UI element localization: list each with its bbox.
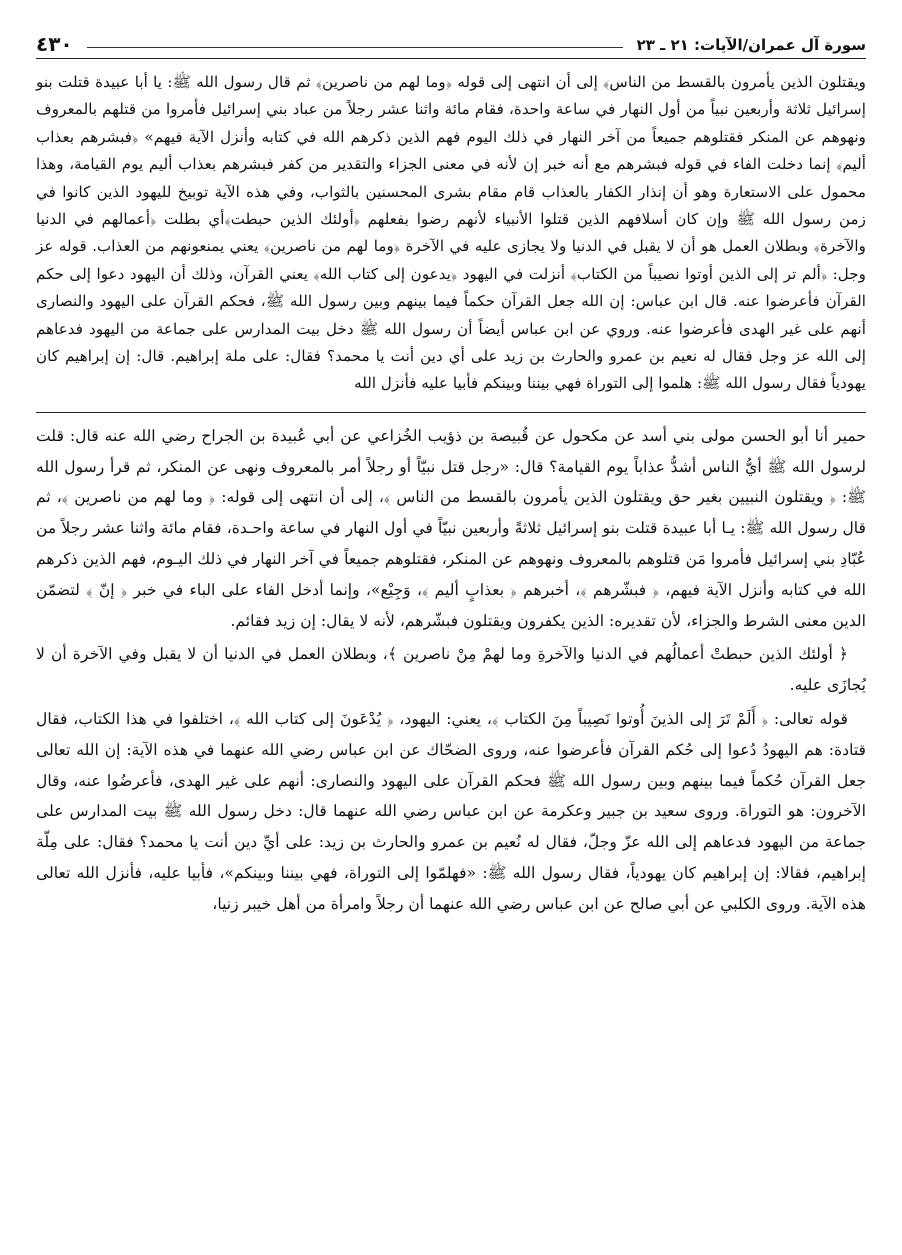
book-page	[36, 26, 866, 920]
commentary-block	[36, 421, 866, 920]
commentary-paragraph-3: قوله تعالى: ﴿ أَلَمْ تَرَ إلى الذينَ أُوتوا نَصِيباً مِنَ الكتاب ﴾، يعني: اليهود، ﴿ يُدْعَونَ إلى كتاب الله ﴾، اختلفوا في هذا الكتاب، فقال قتادة: هم اليهودُ دُعوا إلى حُكم القرآن فأعرضوا عنه، وروى الضحّاك عن ابن عباس رضي الله عنهما في هذه الآية: إن الله تعالى جعل القرآن حُكماً فيما بينهم وبين رسول الله ﷺ فحكم القرآن على اليهود والنصارى: أنهم على غير الهدى، فأعرضُوا عنه، وقال الآخرون: هو التوراة. وروى سعيد بن جبير وعكرمة عن ابن عباس رضي الله عنهما قال: دخل رسول الله ﷺ بيت المدارس على جماعة من اليهود فدعاهم إلى الله عزّ وجلّ، فقال له نُعيم بن عمرو والحارث بن زيد: على أيِّ دين أنت يا محمد؟ فقال: على مِلّة إبراهيم، فقالا: إن إبراهيم كان يهودياً، فقال رسول الله ﷺ: «فهلمّوا إلى التوراة، فهي بيننا وبينكم»، فأبيا عليه، فأنزل الله تعالى هذه الآية. وروى الكلبي عن أبي صالح عن ابن عباس رضي الله عنهما أن رجلاً وامرأة من أهل خيبر زنيا،	[36, 710, 867, 913]
section-divider	[36, 412, 866, 413]
header-rule	[87, 47, 623, 48]
page-header	[36, 26, 866, 59]
commentary-paragraph-2: ﴿ أولئك الذين حبطتْ أعمالُهم في الدنيا والآخرةِ وما لهمْ مِنْ ناصرين ﴾، وبطلان العمل في الدنيا أن لا يقبل وفي الآخرة أن لا يُجازَى عليه.	[36, 645, 866, 695]
main-text-block	[36, 69, 866, 398]
page-number: ٤٣٠	[36, 32, 73, 56]
commentary-paragraph-1: حمير أنا أبو الحسن مولى بني أسد عن مكحول عن قُبيصة بن ذؤيب الخُزاعي عن أبي عُبيدة بن الجراح رضي الله عنه قال: قلت لرسول الله ﷺ أيُّ الناس أشدُّ عذاباً يوم القيامة؟ قال: «رجل قتل نبيّاً أو رجلاً أمر بالمعروف ونهى عن المنكر، ثم قرأ رسول الله ﷺ: ﴿ ويقتلون النبيين بغير حق ويقتلون الذين يأمرون بالقسط من الناس ﴾، إلى أن انتهى إلى قوله: ﴿ وما لهم من ناصرين ﴾، ثم قال رسول الله ﷺ: يـا أبا عبيدة قتلت بنو إسرائيل ثلاثةً وأربعين نبيّاً في أول النهار في ساعة واحـدة، فقام مائة واثنا عشر رجلاً من عُبّادِ بني إسرائيل فأمروا مَن قتلوهم بالمعروف ونهوهم عن المنكر، فقتلوهم جميعاً في آخر النهار في ذلك اليـوم، فهم الذين ذكرهم الله في كتابه وأنزل الآية فيهم، ﴿ فبشّرهم ﴾، أخبرهم ﴿ بعذابٍ أليم ﴾، وَجِيْع»، وإنما أدخل الفاء على الباء في خبر ﴿ إنّ ﴾ لتضمّن الدين معنى الشرط والجزاء، لأن تقديره: الذين يكفرون ويقتلون فبشّرهم، لأنه لا يقال: إن زيد فقائم.	[36, 426, 866, 630]
main-text-paragraph: ويقتلون الذين يأمرون بالقسط من الناس﴾ إلى أن انتهى إلى قوله ﴿وما لهم من ناصرين﴾ ثم قال رسول الله ﷺ: يا أبا عبيدة قتلت بنو إسرائيل ثلاثة وأربعين نبياً من أول النهار في ساعة واحدة، فقام مائة واثنا عشر رجلاً من عباد بني إسرائيل فأمروا من قتلهم بالمعروف ونهوهم عن المنكر فقتلوهم جميعاً من آخر النهار في ذلك اليوم فهم الذين ذكرهم الله في كتابه وأنزل الآية فيهم» ﴿فبشرهم بعذاب أليم﴾ إنما دخلت الفاء في قوله فبشرهم مع أنه خبر إن لأنه في معنى الجزاء والتقدير من كفر فبشرهم بعذاب أليم يوم القيامة، وهذا محمول على الاستعارة وهو أن إنذار الكفار بالعذاب قام مقام بشرى المحسنين بالثواب، وفي هذه الآية توبيخ لليهود الذين كانوا في زمن رسول الله ﷺ وإن كان أسلافهم الذين قتلوا الأنبياء لأنهم رضوا بفعلهم ﴿أولئك الذين حبطت﴾أي بطلت ﴿أعمالهم في الدنيا والآخرة﴾ وبطلان العمل هو أن لا يقبل في الدنيا ولا يجازى عليه في الآخرة ﴿وما لهم من ناصرين﴾ يعني يمنعونهم من العذاب. قوله عز وجل: ﴿ألم تر إلى الذين أوتوا نصيباً من الكتاب﴾ أنزلت في اليهود ﴿يدعون إلى كتاب الله﴾ يعني القرآن، وذلك أن اليهود دعوا إلى حكم القرآن فأعرضوا عنه. قال ابن عباس: إن الله جعل القرآن حكماً فيما بينهم وبين رسول الله ﷺ، فحكم القرآن على اليهود والنصارى أنهم على غير الهدى فأعرضوا عنه. وروي عن ابن عباس أيضاً أن رسول الله ﷺ دخل بيت المدارس على جماعة من اليهود فدعاهم إلى الله عز وجل فقال له نعيم بن عمرو والحارث بن زيد على أي دين أنت يا محمد؟ فقال: على ملة إبراهيم. قال: إن إبراهيم كان يهودياً فقال رسول الله ﷺ: هلموا إلى التوراة فهي بيننا وبينكم فأبيا عليه فأنزل الله	[36, 73, 866, 393]
running-title: سورة آل عمران/الآيات: ٢١ ـ ٢٣	[636, 36, 866, 54]
